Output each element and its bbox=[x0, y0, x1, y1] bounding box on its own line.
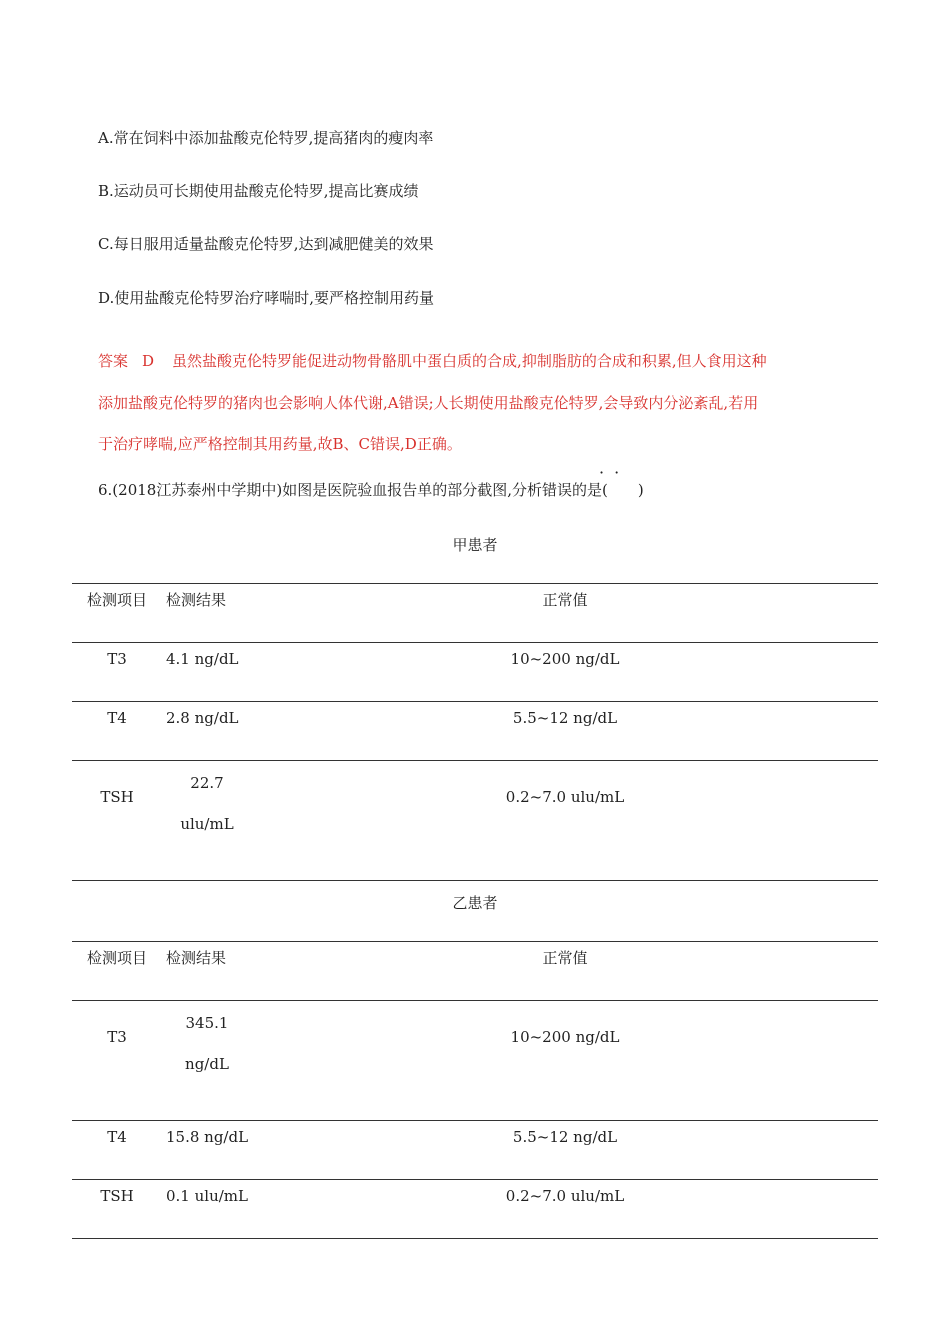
patient-b-title: 乙患者 bbox=[452, 894, 498, 912]
option-d: D.使用盐酸克伦特罗治疗哮喘时,要严格控制用药量 bbox=[98, 289, 435, 307]
answer-line-1: 虽然盐酸克伦特罗能促进动物骨骼肌中蛋白质的合成,抑制脂肪的合成和积累,但人食用这种 bbox=[172, 352, 767, 370]
row-result bbox=[162, 761, 252, 881]
row-result: 4.1 ng/dL bbox=[166, 650, 239, 668]
row-normal: 0.2~7.0 ulu/mL bbox=[505, 1187, 625, 1205]
option-c: C.每日服用适量盐酸克伦特罗,达到减肥健美的效果 bbox=[98, 235, 434, 253]
row-normal: 10~200 ng/dL bbox=[510, 1028, 620, 1046]
row-normal: 5.5~12 ng/dL bbox=[512, 709, 618, 727]
row-result: 15.8 ng/dL bbox=[166, 1128, 249, 1146]
row-normal: 0.2~7.0 ulu/mL bbox=[505, 788, 625, 806]
table-row bbox=[72, 1180, 878, 1239]
header-result: 检测结果 bbox=[166, 949, 227, 967]
row-result: 2.8 ng/dL bbox=[166, 709, 239, 727]
patient-a-title: 甲患者 bbox=[452, 536, 498, 554]
row-result-unit: ng/dL bbox=[185, 1055, 229, 1073]
row-result-value: 22.7 bbox=[190, 774, 224, 792]
row-result: 0.1 ulu/mL bbox=[166, 1187, 248, 1205]
table-row bbox=[72, 643, 878, 702]
row-item: TSH bbox=[100, 788, 134, 806]
patient-b-table bbox=[72, 941, 878, 1239]
row-item: T3 bbox=[107, 650, 127, 668]
row-item: T4 bbox=[107, 1128, 127, 1146]
question-6: 6.(2018江苏泰州中学期中)如图是医院验血报告单的部分截图,分析错误的是( ) bbox=[98, 481, 644, 499]
table-row bbox=[72, 1001, 878, 1121]
row-result bbox=[162, 1001, 252, 1121]
answer-explanation bbox=[98, 341, 858, 466]
table-header-row bbox=[72, 584, 878, 643]
header-result: 检测结果 bbox=[166, 591, 227, 609]
table-row bbox=[72, 702, 878, 761]
option-b: B.运动员可长期使用盐酸克伦特罗,提高比赛成绩 bbox=[98, 182, 419, 200]
answer-line-2: 添加盐酸克伦特罗的猪肉也会影响人体代谢,A错误;人长期使用盐酸克伦特罗,会导致内分泌紊乱,若用 bbox=[98, 393, 759, 412]
answer-choice: D bbox=[142, 352, 155, 370]
answer-label: 答案 bbox=[98, 352, 129, 370]
header-normal: 正常值 bbox=[542, 591, 588, 609]
patient-a-table bbox=[72, 583, 878, 881]
row-item: TSH bbox=[100, 1187, 134, 1205]
header-item: 检测项目 bbox=[86, 949, 147, 967]
row-item: T4 bbox=[107, 709, 127, 727]
table-row bbox=[72, 761, 878, 881]
option-a: A.常在饲料中添加盐酸克伦特罗,提高猪肉的瘦肉率 bbox=[98, 129, 434, 147]
answer-line-3: 于治疗哮喘,应严格控制其用药量,故B、C错误,D正确。 bbox=[98, 435, 462, 453]
table-header-row bbox=[72, 942, 878, 1001]
row-normal: 10~200 ng/dL bbox=[510, 650, 620, 668]
row-item: T3 bbox=[107, 1028, 127, 1046]
header-normal: 正常值 bbox=[542, 949, 588, 967]
table-row bbox=[72, 1121, 878, 1180]
row-normal: 5.5~12 ng/dL bbox=[512, 1128, 618, 1146]
row-result-unit: ulu/mL bbox=[180, 815, 234, 833]
row-result-value: 345.1 bbox=[185, 1014, 229, 1032]
header-item: 检测项目 bbox=[86, 591, 147, 609]
emphasis-dots: ·· bbox=[599, 463, 630, 482]
